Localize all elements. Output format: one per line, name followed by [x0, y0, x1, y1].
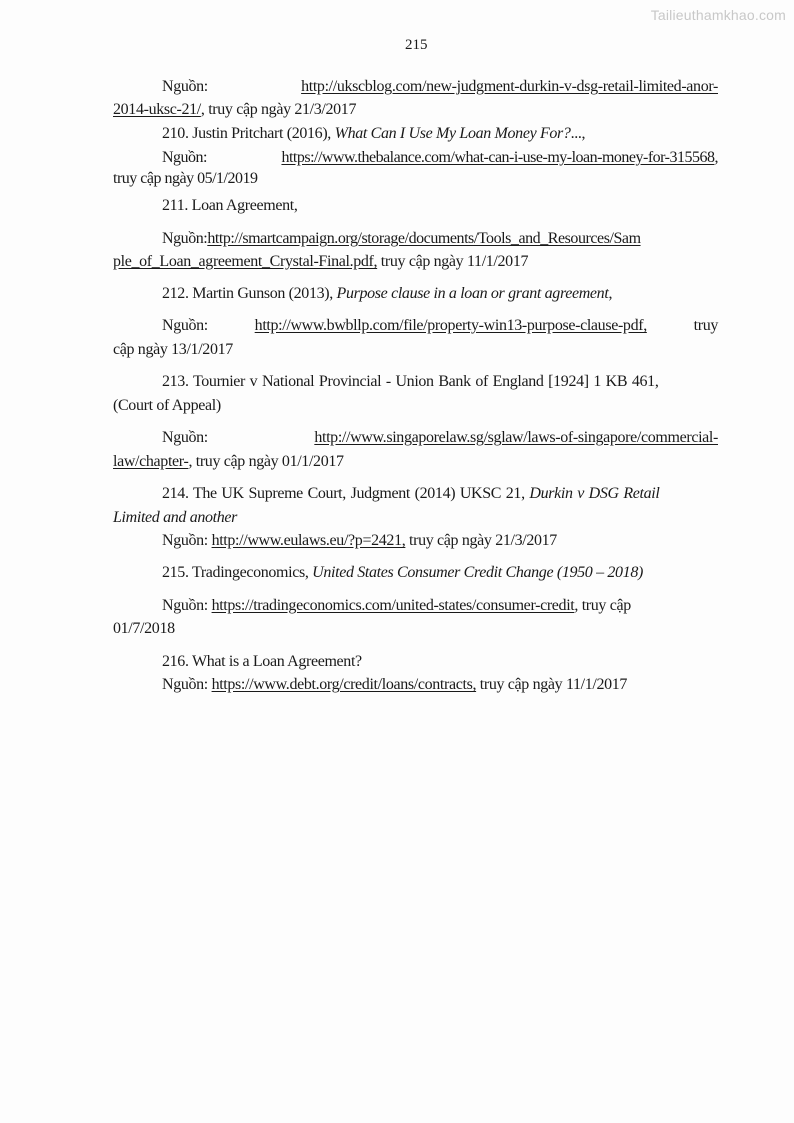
source-label: Nguồn: — [162, 597, 212, 614]
ref-214-title: Durkin v DSG Retail — [529, 485, 660, 502]
source-label: Nguồn: — [162, 230, 208, 247]
ref-209-link-cont[interactable]: 2014-uksc-21/ — [113, 101, 201, 118]
ref-213-court: (Court of Appeal) — [113, 397, 221, 414]
ref-213-access-line — [113, 453, 718, 471]
ref-215-link[interactable]: https://tradingeconomics.com/united-states/consumer-credit — [211, 597, 575, 614]
ref-213-title-line-2 — [113, 397, 718, 415]
ref-213-title-line — [162, 373, 718, 391]
watermark: Tailieuthamkhao.com — [650, 7, 786, 23]
ref-209-link[interactable]: http://ukscblog.com/new-judgment-durkin-v-dsg-retail-limited-anor- — [301, 78, 718, 95]
source-label: Nguồn: — [162, 429, 208, 446]
ref-211-link-cont[interactable]: ple_of_Loan_agreement_Crystal-Final.pdf, — [113, 253, 378, 270]
access-date: , truy cập ngày 01/1/2017 — [188, 453, 344, 470]
ref-210-source-line — [162, 149, 718, 167]
access-date: truy cập ngày 21/3/2017 — [405, 532, 557, 549]
ref-216-source-line — [162, 676, 718, 694]
ref-216-link[interactable]: https://www.debt.org/credit/loans/contracts, — [211, 676, 477, 693]
ref-211-title: 211. Loan Agreement, — [162, 197, 298, 214]
ref-210-author: 210. Justin Pritchart (2016), — [162, 125, 335, 142]
ref-211-title-line — [162, 197, 718, 215]
access-date: truy cập ngày 11/1/2017 — [377, 253, 529, 270]
ref-212-link[interactable]: http://www.bwbllp.com/file/property-win13-purpose-clause-pdf, — [254, 317, 647, 334]
ref-214-title-line-2 — [113, 509, 718, 527]
ref-212-suffix: , — [608, 285, 613, 302]
ref-209-source-line — [162, 78, 718, 96]
source-label: Nguồn: — [162, 317, 208, 334]
ref-214-title-cont: Limited and another — [113, 509, 238, 526]
ref-213-link[interactable]: http://www.singaporelaw.sg/sglaw/laws-of-singapore/commercial- — [314, 429, 718, 446]
ref-214-source-line — [162, 532, 718, 550]
ref-211-link[interactable]: http://smartcampaign.org/storage/documents/Tools_and_Resources/Sam — [207, 230, 641, 247]
access-text: , truy cập — [574, 597, 631, 614]
access-date: truy cập ngày 11/1/2017 — [476, 676, 628, 693]
ref-212-source-line — [162, 317, 718, 335]
ref-212-access-line — [113, 341, 718, 359]
ref-214-link[interactable]: http://www.eulaws.eu/?p=2421, — [211, 532, 406, 549]
ref-210-suffix: ..., — [570, 125, 586, 142]
page-number: 215 — [405, 37, 428, 53]
ref-215-title-line — [162, 564, 718, 582]
ref-216-title-line — [162, 653, 718, 671]
ref-215-source-line — [162, 597, 718, 615]
ref-210-access-line — [113, 170, 718, 188]
ref-214-title-line — [162, 485, 718, 503]
ref-210-link[interactable]: https://www.thebalance.com/what-can-i-use-my-loan-money-for-315568 — [281, 149, 715, 166]
ref-209-access-line — [113, 101, 718, 119]
source-label: Nguồn: — [162, 676, 212, 693]
source-label: Nguồn: — [162, 78, 208, 95]
ref-214-author: 214. The UK Supreme Court, Judgment (2014) UKSC 21, — [162, 485, 530, 502]
ref-212-title: Purpose clause in a loan or grant agreement — [336, 285, 609, 302]
ref-216-title: 216. What is a Loan Agreement? — [162, 653, 362, 670]
ref-213-link-cont[interactable]: law/chapter- — [113, 453, 189, 470]
access-date: , truy cập ngày 21/3/2017 — [200, 101, 357, 118]
source-label: Nguồn: — [162, 149, 207, 166]
access-date: cập ngày 13/1/2017 — [113, 341, 233, 358]
ref-210-title-line — [162, 125, 718, 143]
comma: , — [714, 149, 718, 166]
source-label: Nguồn: — [162, 532, 212, 549]
ref-211-access-line — [113, 253, 718, 271]
ref-213-source-line — [162, 429, 718, 447]
ref-213-title: 213. Tournier v National Provincial - Union Bank of England [1924] 1 KB 461, — [162, 373, 659, 390]
truy: truy — [693, 317, 718, 334]
ref-212-author: 212. Martin Gunson (2013), — [162, 285, 337, 302]
ref-212-title-line — [162, 285, 718, 303]
ref-215-author: 215. Tradingeconomics, — [162, 564, 313, 581]
ref-211-source-line — [162, 230, 718, 248]
ref-210-title: What Can I Use My Loan Money For? — [334, 125, 571, 142]
ref-215-title: United States Consumer Credit Change (1950 – 2018) — [312, 564, 643, 581]
access-date: truy cập ngày 05/1/2019 — [113, 170, 258, 187]
access-date: 01/7/2018 — [113, 620, 175, 637]
ref-215-access-line — [113, 620, 718, 638]
